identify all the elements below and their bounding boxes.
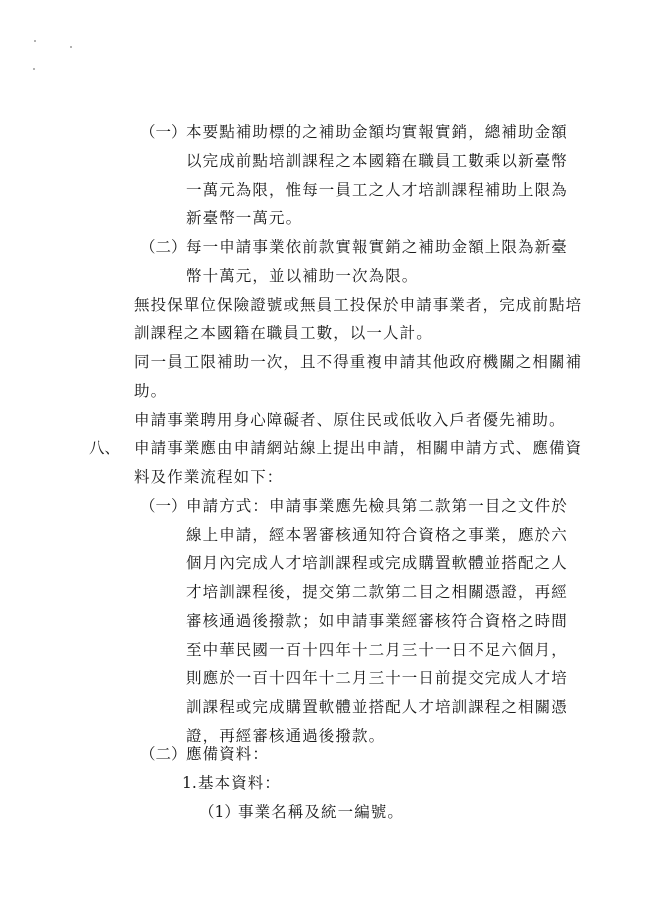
item-marker: （二） [140,745,187,763]
text-line: 證，再經審核通過後撥款。 [186,727,386,745]
scan-speck [70,46,72,48]
item-marker: （一） [140,123,187,141]
text-line: 料及作業流程如下： [134,468,284,486]
text-line: 助。 [134,382,168,400]
text-line: 無投保單位保險證號或無員工投保於申請事業者，完成前點培 [134,296,583,314]
scan-speck [34,40,36,42]
text-line: 本要點補助標的之補助金額均實報實銷，總補助金額 [186,123,568,141]
text-line: 至中華民國一百十四年十二月三十一日不足六個月， [186,641,568,659]
text-line: 幣十萬元，並以補助一次為限。 [186,267,419,285]
text-line: 個月內完成人才培訓課程或完成購置軟體並搭配之人 [186,554,568,572]
text-line: 新臺幣一萬元。 [186,209,303,227]
text-line: 審核通過後撥款；如申請事業經審核符合資格之時間 [186,612,568,630]
text-line: 線上申請，經本署審核通知符合資格之事業，應於六 [186,526,568,544]
scan-speck [33,68,35,70]
text-line: 基本資料： [198,774,282,792]
subitem-marker: （1） [199,803,240,821]
text-line: 則應於一百十四年十二月三十一日前提交完成人才培 [186,669,568,687]
text-line: 申請方式：申請事業應先檢具第二款第一目之文件於 [186,497,568,515]
section-marker: 八、 [89,439,121,457]
subitem-marker: 1. [182,774,197,792]
text-line: 申請事業應由申請網站線上提出申請，相關申請方式、應備資 [134,439,583,457]
text-line: 以完成前點培訓課程之本國籍在職員工數乘以新臺幣 [186,152,568,170]
text-line: 事業名稱及統一編號。 [238,803,405,821]
text-line: 應備資料： [186,745,270,763]
text-line: 訓課程或完成購置軟體並搭配人才培訓課程之相關憑 [186,698,568,716]
text-line: 申請事業聘用身心障礙者、原住民或低收入戶者優先補助。 [134,411,566,429]
text-line: 同一員工限補助一次，且不得重複申請其他政府機關之相關補 [134,353,583,371]
text-line: 才培訓課程後，提交第二款第二目之相關憑證，再經 [186,583,568,601]
text-line: 每一申請事業依前款實報實銷之補助金額上限為新臺 [186,238,568,256]
text-line: 訓課程之本國籍在職員工數，以一人計。 [134,324,433,342]
text-line: 一萬元為限，惟每一員工之人才培訓課程補助上限為 [186,181,568,199]
item-marker: （一） [140,497,187,515]
item-marker: （二） [140,238,187,256]
